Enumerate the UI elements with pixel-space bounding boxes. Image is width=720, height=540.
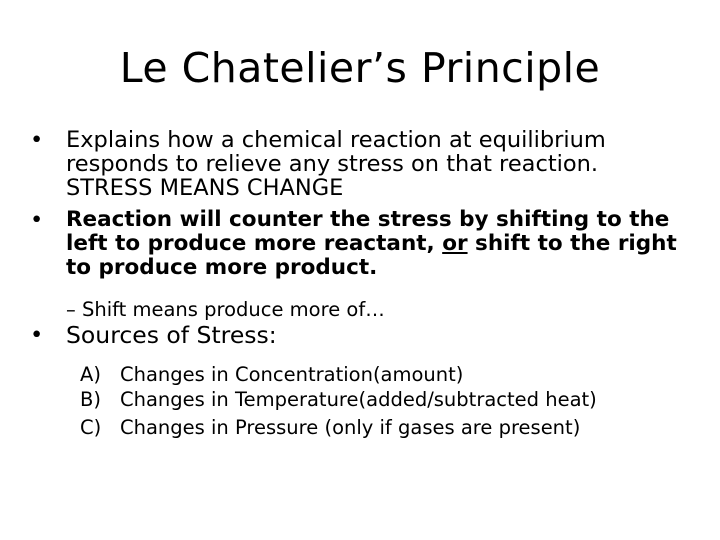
bullet-sources-of-stress xyxy=(30,323,690,347)
sub-bullet-text: Shift means produce more of… xyxy=(81,298,385,321)
bullet-dot-icon: • xyxy=(30,207,44,233)
list-item-label: C) xyxy=(80,416,102,439)
bullet-reaction-shift xyxy=(30,208,690,280)
list-item xyxy=(80,387,700,412)
bullet-text-end: shift to the right to produce more product. xyxy=(66,231,677,280)
list-item xyxy=(80,415,700,440)
bullet-dot-icon: • xyxy=(30,322,44,348)
bullet-dot-icon: • xyxy=(30,127,44,153)
stress-sources-list xyxy=(80,362,700,440)
bullet-text xyxy=(66,208,690,280)
sub-bullet-dash-icon: – xyxy=(66,298,76,321)
slide-title: Le Chatelier’s Principle xyxy=(119,44,601,92)
list-item-text: Changes in Concentration(amount) xyxy=(120,363,464,386)
bullet-text-emphasis: or xyxy=(442,231,468,256)
bullet-equilibrium xyxy=(30,128,690,200)
bullet-text: Sources of Stress: xyxy=(66,321,277,349)
sub-bullet-shift-means xyxy=(66,298,385,322)
list-item-text: Changes in Temperature(added/subtracted heat) xyxy=(120,388,597,411)
bullet-text: Explains how a chemical reaction at equilibrium responds to relieve any stress on that reaction. STRESS MEANS CHANGE xyxy=(66,127,606,201)
list-item-text: Changes in Pressure (only if gases are present) xyxy=(120,416,581,439)
list-item xyxy=(80,362,700,387)
list-item-label: B) xyxy=(80,388,101,411)
bullet-text-start: Reaction will counter the stress by shifting to the left to produce more reactant, xyxy=(66,207,670,256)
list-item-label: A) xyxy=(80,363,101,386)
